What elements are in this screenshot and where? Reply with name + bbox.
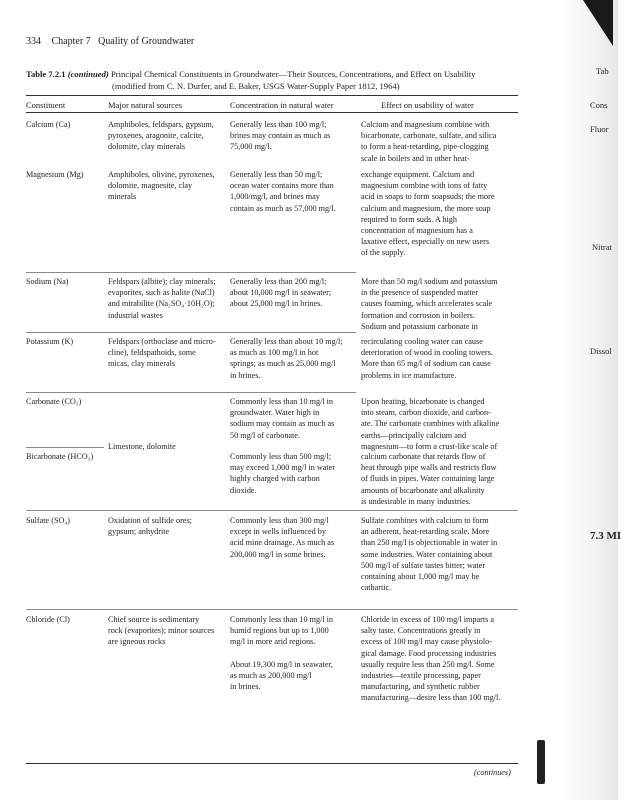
effect-cell xyxy=(361,451,497,507)
concentration-cell xyxy=(230,396,334,441)
concentration-cell-line xyxy=(230,648,333,659)
concentration-cell-line: humid regions but up to 1,000 xyxy=(230,626,329,636)
sources-cell-line: and mirabilite (Na₂SO₄·10H₂O); xyxy=(108,299,215,309)
sources-cell-line: evaporites, such as halite (NaCl) xyxy=(108,288,215,298)
concentration-cell-line: 1,000/mg/l, and brines may xyxy=(230,192,320,202)
sources-cell xyxy=(108,119,214,153)
effect-cell-line: More than 65 mg/l of sodium can cause xyxy=(361,359,491,369)
row-divider xyxy=(26,272,356,273)
margin-text: Cons xyxy=(590,100,608,110)
sources-cell xyxy=(108,441,176,452)
caption-line-2: (modified from C. N. Durfer, and E. Baker, USGS Water-Supply Paper 1812, 1964) xyxy=(112,81,400,91)
row-divider xyxy=(26,510,518,511)
sources-cell-line: Amphiboles, feldspars, gypsum, xyxy=(108,120,214,129)
concentration-cell-line: groundwater. Water high in xyxy=(230,408,320,418)
sources-cell xyxy=(108,515,192,537)
effect-cell-line: ate. The carbonate combines with alkaline xyxy=(361,419,500,429)
sources-cell-line: pyroxenes, aragonite, calcite, xyxy=(108,131,204,141)
effect-cell-line: acid in soaps to form soapsuds; the more xyxy=(361,192,495,202)
effect-cell-line: heat through pipe walls and restricts flow xyxy=(361,463,497,473)
effect-cell-line: of the supply. xyxy=(361,248,406,258)
effect-cell-line: manufacturing, and synthetic rubber xyxy=(361,682,480,692)
effect-cell-line: recirculating cooling water can cause xyxy=(361,337,483,346)
concentration-cell xyxy=(230,451,335,496)
concentration-cell xyxy=(230,276,331,310)
concentration-cell-line: contain as much as 57,000 mg/l. xyxy=(230,203,336,213)
sources-cell-line: industrial wastes xyxy=(108,310,163,320)
effect-cell xyxy=(361,276,497,332)
concentration-cell-line: may exceed 1,000 mg/l in water xyxy=(230,463,336,473)
sources-cell-line: are igneous rocks xyxy=(108,637,166,647)
header-sources: Major natural sources xyxy=(108,100,183,110)
sources-cell-line: Chief source is sedimentary xyxy=(108,615,200,624)
effect-cell-line: concentration of magnesium has a xyxy=(361,226,473,236)
chapter-label: Chapter 7 xyxy=(51,36,91,47)
sources-cell-line: Limestone, dolomite xyxy=(108,442,176,451)
concentration-cell-line: brines may contain as much as xyxy=(230,131,331,141)
margin-text: Tab xyxy=(596,66,609,76)
effect-cell-line: gical damage. Food processing industries xyxy=(361,648,497,658)
constituent-cell: Potassium (K) xyxy=(26,337,74,346)
effect-cell-line: is undesirable in many industries. xyxy=(361,496,471,506)
effect-cell-line: Sulfate combines with calcium to form xyxy=(361,516,489,525)
concentration-cell xyxy=(230,336,343,381)
row-divider xyxy=(26,332,356,333)
row-divider xyxy=(26,447,104,448)
caption-line-1: Principal Chemical Constituents in Groundwater—Their Sources, Concentrations, and Effect on Usability xyxy=(110,69,476,79)
effect-cell-line: to form a heat-retarding, pipe-clogging xyxy=(361,142,489,152)
effect-cell-line: calcium carbonate that retards flow of xyxy=(361,452,486,461)
sources-cell-line: rock (evaporites); minor sources xyxy=(108,626,215,636)
table-bottom-rule xyxy=(26,763,518,764)
concentration-cell-line: about 25,000 mg/l in brines. xyxy=(230,299,323,309)
constituent-cell: Carbonate (CO₃) xyxy=(26,397,82,406)
margin-text: Nitrat xyxy=(592,242,612,252)
effect-cell-line: excess of 100 mg/l may cause physiolo- xyxy=(361,637,492,647)
concentration-cell-line: except in wells influenced by xyxy=(230,527,326,537)
effect-cell-line: calcium and magnesium, the more soap xyxy=(361,203,491,213)
concentration-cell-line: Generally less than 100 mg/l; xyxy=(230,120,327,129)
effect-cell-line: manufacturing—desire less than 100 mg/l. xyxy=(361,693,501,703)
sources-cell-line: dolomite, magnesite, clay xyxy=(108,181,193,191)
effect-cell xyxy=(361,169,494,259)
effect-cell-line: than 250 mg/l is objectionable in water in xyxy=(361,538,498,548)
effect-cell-line: amounts of bicarbonate and alkalinity xyxy=(361,485,485,495)
header-constituent: Constituent xyxy=(26,100,66,110)
concentration-cell-line: Generally less than 50 mg/l; xyxy=(230,170,323,179)
sources-cell xyxy=(108,336,216,370)
concentration-cell xyxy=(230,119,330,153)
table-top-rule xyxy=(26,95,518,96)
sources-cell-line: dolomite, clay minerals xyxy=(108,142,186,152)
effect-cell-line: of fluids in pipes. Water containing large xyxy=(361,474,495,484)
effect-cell-line: in the presence of suspended matter xyxy=(361,288,479,298)
concentration-cell-line: 200,000 mg/l in some brines. xyxy=(230,549,326,559)
effect-cell-line: some industries. Water containing about xyxy=(361,549,493,559)
header-effect: Effect on usability of water xyxy=(381,100,474,110)
constituent-cell: Chloride (Cl) xyxy=(26,615,70,624)
sources-cell xyxy=(108,169,215,203)
effect-cell-line: an adherent, heat-retarding scale. More xyxy=(361,527,490,537)
concentration-cell-line: Generally less than about 10 mg/l; xyxy=(230,337,343,346)
effect-cell-line: laxative effect, especially on new users xyxy=(361,237,490,247)
concentration-cell-line: about 10,000 mg/l in seawater; xyxy=(230,288,332,298)
effect-cell-line: exchange equipment. Calcium and xyxy=(361,170,475,179)
constituent-cell: Magnesium (Mg) xyxy=(26,170,84,179)
concentration-cell-line: Generally less than 200 mg/l; xyxy=(230,277,327,286)
effect-cell-line: cathartic. xyxy=(361,583,392,593)
concentration-cell-line: mg/l in more arid regions. xyxy=(230,637,316,647)
binding-mark xyxy=(537,740,545,784)
effect-cell xyxy=(361,336,493,381)
concentration-cell xyxy=(230,515,334,560)
sources-cell xyxy=(108,276,216,321)
effect-cell xyxy=(361,396,499,452)
effect-cell xyxy=(361,614,500,704)
sources-cell-line: Feldspars (albite); clay minerals; xyxy=(108,277,216,286)
effect-cell-line: More than 50 mg/l sodium and potassium xyxy=(361,277,498,286)
effect-cell-line: scale in boilers and in other heat- xyxy=(361,153,470,163)
concentration-cell-line: springs; as much as 25,000 mg/l xyxy=(230,359,336,369)
effect-cell-line: salty taste. Concentrations greatly in xyxy=(361,626,481,636)
effect-cell-line: bicarbonate, carbonate, sulfate, and silica xyxy=(361,131,497,141)
concentration-cell-line: in brines. xyxy=(230,682,261,692)
effect-cell-line: into steam, carbon dioxide, and carbon- xyxy=(361,408,491,418)
page-number: 334 xyxy=(26,36,41,47)
concentration-cell-line: 75,000 mg/l. xyxy=(230,142,272,152)
effect-cell xyxy=(361,119,496,164)
concentration-cell-line: in brines. xyxy=(230,370,261,380)
concentration-cell-line: as much as 200,000 mg/l xyxy=(230,671,312,681)
page-corner-shadow xyxy=(583,0,613,46)
sources-cell-line: micas, clay minerals xyxy=(108,359,176,369)
sources-cell-line: gypsum; anhydrite xyxy=(108,527,170,537)
sources-cell-line: Oxidation of sulfide ores; xyxy=(108,516,192,525)
effect-cell-line: magnesium combine with ions of fatty xyxy=(361,181,488,191)
effect-cell-line: Sodium and potassium carbonate in xyxy=(361,321,478,331)
sources-cell-line: Amphiboles, olivine, pyroxenes, xyxy=(108,170,215,179)
concentration-cell-line: sodium may contain as much as xyxy=(230,419,335,429)
continued-label: (continued) xyxy=(67,69,109,79)
constituent-cell: Sodium (Na) xyxy=(26,277,69,286)
margin-text: Fluor xyxy=(590,124,609,134)
effect-cell-line: Calcium and magnesium combine with xyxy=(361,120,490,129)
effect-cell-line: causes foaming, which accelerates scale xyxy=(361,299,493,309)
sources-cell-line: cline), feldspathoids, some xyxy=(108,348,196,358)
effect-cell xyxy=(361,515,497,593)
table-caption xyxy=(26,68,526,92)
table-header-rule xyxy=(26,112,518,113)
effect-cell-line: magnesium—to form a crust-like scale of xyxy=(361,441,498,451)
effect-cell-line: required to form suds. A high xyxy=(361,214,457,224)
effect-cell-line: Upon heating, bicarbonate is changed xyxy=(361,397,485,406)
effect-cell-line: formation and corrosion in boilers. xyxy=(361,310,475,320)
concentration-cell-line: About 19,300 mg/l in seawater, xyxy=(230,659,333,669)
concentration-cell-line: Commonly less than 10 mg/l in xyxy=(230,615,334,624)
row-divider xyxy=(26,392,356,393)
concentration-cell-line: highly charged with carbon xyxy=(230,474,320,484)
concentration-cell-line: 50 mg/l of carbonate. xyxy=(230,430,301,440)
header-concentration: Concentration in natural water xyxy=(230,100,334,110)
effect-cell-line: containing about 1,000 mg/l may be xyxy=(361,572,480,582)
facing-page-shadow xyxy=(558,0,618,800)
concentration-cell-line: Commonly less than 300 mg/l xyxy=(230,516,329,525)
page-header xyxy=(26,36,194,47)
chapter-title: Quality of Groundwater xyxy=(98,36,195,47)
concentration-cell-line: dioxide. xyxy=(230,485,257,495)
effect-cell-line: 500 mg/l of sulfate tastes bitter; water xyxy=(361,560,486,570)
concentration-cell-line: Commonly less than 10 mg/l in xyxy=(230,397,334,406)
table-label: Table 7.2.1 xyxy=(26,69,66,79)
constituent-cell: Calcium (Ca) xyxy=(26,120,71,129)
effect-cell-line: Chloride in excess of 100 mg/l imparts a xyxy=(361,615,495,624)
sources-cell xyxy=(108,614,214,648)
effect-cell-line: problems in ice manufacture. xyxy=(361,370,457,380)
effect-cell-line: deterioration of wood in cooling towers. xyxy=(361,348,493,358)
effect-cell-line: earths—principally calcium and xyxy=(361,430,467,440)
margin-text: 7.3 MI xyxy=(590,530,621,542)
concentration-cell-line: as much as 100 mg/l in hot xyxy=(230,348,319,358)
constituent-cell: Bicarbonate (HCO₃) xyxy=(26,452,94,461)
constituent-cell: Sulfate (SO₄) xyxy=(26,516,71,525)
concentration-cell-line: acid mine drainage. As much as xyxy=(230,538,335,548)
concentration-cell-line: Commonly less than 500 mg/l; xyxy=(230,452,331,461)
concentration-cell xyxy=(230,614,333,692)
concentration-cell-line: ocean water contains more than xyxy=(230,181,334,191)
sources-cell-line: Feldspars (orthoclase and micro- xyxy=(108,337,216,346)
margin-text: Dissol xyxy=(590,346,612,356)
effect-cell-line: industries—textile processing, paper xyxy=(361,671,481,681)
continues-label: (continues) xyxy=(474,768,511,777)
effect-cell-line: usually require less than 250 mg/l. Some xyxy=(361,659,495,669)
concentration-cell xyxy=(230,169,336,214)
sources-cell-line: minerals xyxy=(108,192,137,202)
row-divider xyxy=(26,609,518,610)
